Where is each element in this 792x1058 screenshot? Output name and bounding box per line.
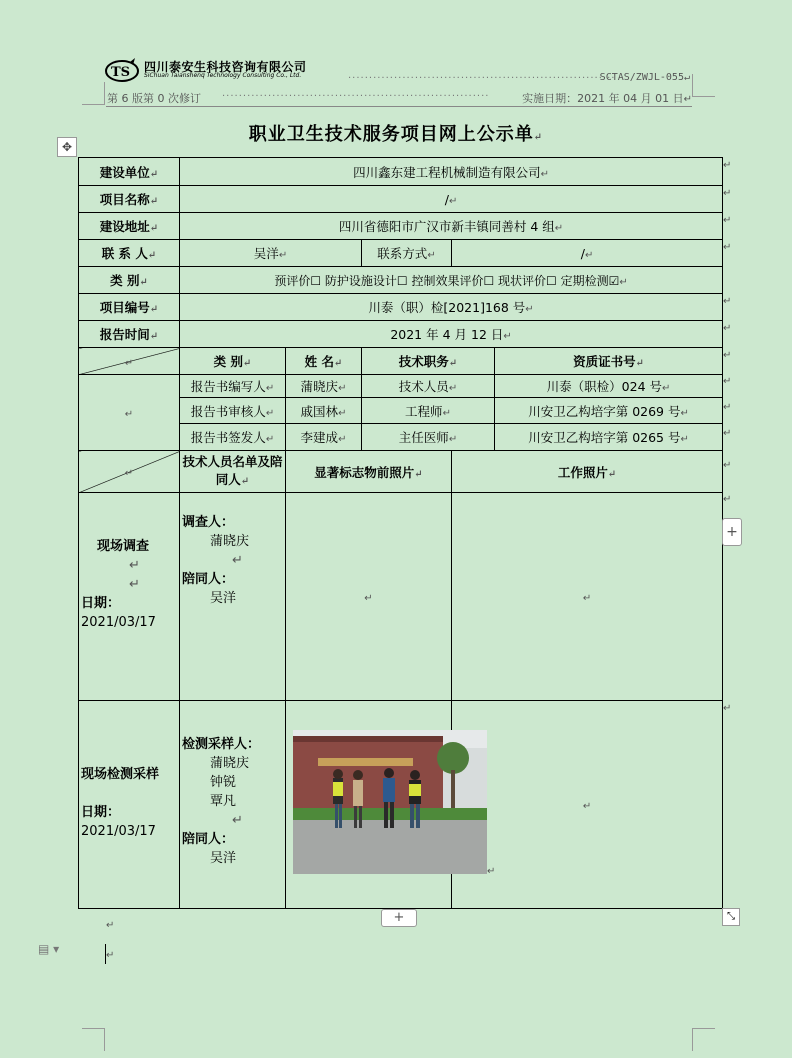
survey-landmark-photo[interactable]: ↵ (286, 493, 452, 701)
staff-header-row (79, 348, 723, 375)
row-end-mark: ↵ (723, 428, 732, 439)
row-end-mark: ↵ (723, 703, 732, 714)
staff-diagonal-cell: ↵ (79, 348, 180, 375)
table-resize-icon[interactable]: ⤡ (722, 908, 740, 926)
sampling-title: 现场检测采样 (81, 767, 160, 782)
row-unit (79, 158, 723, 186)
document-title: 职业卫生技术服务项目网上公示单↵ (248, 124, 544, 145)
photo-col-work: 工作照片↵ (452, 451, 723, 493)
margin-corner-tr (692, 74, 715, 97)
row-end-mark: ↵ (723, 242, 732, 253)
investigator-name: 蒲晓庆 (210, 534, 250, 549)
landmark-photo[interactable] (293, 730, 487, 874)
contact-value[interactable]: 吴洋↵ (180, 240, 362, 267)
paste-options-icon[interactable]: ▤ ▾ (38, 942, 60, 956)
row-end-mark: ↵ (723, 215, 732, 226)
unit-value[interactable]: 四川鑫东建工程机械制造有限公司↵ (180, 158, 723, 186)
row-end-mark: ↵ (723, 350, 732, 361)
row-end-mark: ↵ (723, 323, 732, 334)
staff-title: 主任医师↵ (362, 424, 495, 451)
staff-role: 报告书编写人↵ (180, 375, 286, 398)
row-end-mark: ↵ (723, 296, 732, 307)
company-logo (104, 56, 354, 84)
row-end-mark: ↵ (723, 460, 732, 471)
row-end-mark: ↵ (723, 494, 732, 505)
sampler-name: 钟锐 (210, 775, 237, 790)
insert-row-plus-icon[interactable]: + (722, 518, 742, 546)
survey-row (79, 493, 723, 701)
survey-date-label: 日期： (81, 596, 121, 611)
svg-text:TS: TS (111, 65, 131, 80)
header-rule (106, 106, 692, 107)
staff-cert: 川安卫乙构培字第 0265 号↵ (495, 424, 723, 451)
sampling-title-cell (79, 701, 180, 909)
sampler-name: 覃凡 (210, 794, 237, 809)
address-label: 建设地址↵ (79, 213, 180, 240)
project-no-value[interactable]: 川泰（职）检[2021]168 号↵ (180, 294, 723, 321)
staff-role: 报告书签发人↵ (180, 424, 286, 451)
version-label: 第 6 版第 0 次修订 (107, 92, 201, 105)
contact-label: 联 系 人↵ (79, 240, 180, 267)
document-code: SCTAS/ZWJL-055↵ (599, 72, 690, 83)
sampling-companion-label: 陪同人： (182, 832, 235, 847)
staff-cert: 川安卫乙构培字第 0269 号↵ (495, 398, 723, 424)
paragraph-mark: ↵ (106, 950, 115, 961)
contact-method-label: 联系方式↵ (362, 240, 452, 267)
project-name-value[interactable]: /↵ (180, 186, 723, 213)
survey-date: 2021/03/17 (81, 615, 156, 630)
row-project-no (79, 294, 723, 321)
table-row (79, 375, 723, 398)
add-row-plus-icon[interactable]: + (381, 909, 417, 927)
row-end-mark: ↵ (723, 188, 732, 199)
contact-method-value[interactable]: /↵ (452, 240, 723, 267)
address-value[interactable]: 四川省德阳市广汉市新丰镇同善村 4 组↵ (180, 213, 723, 240)
row-end-mark: ↵ (723, 376, 732, 387)
photo-col-staff: 技术人员名单及陪同人↵ (180, 451, 286, 493)
row-category (79, 267, 723, 294)
report-time-label: 报告时间↵ (79, 321, 180, 348)
photo-para-mark: ↵ (487, 866, 496, 877)
investigator-label: 调查人： (182, 515, 235, 530)
sampling-companion-name: 吴洋 (210, 851, 237, 866)
survey-title: 现场调查 (97, 539, 150, 554)
staff-name: 戚国林↵ (286, 398, 362, 424)
logo-icon (104, 56, 140, 84)
survey-title-cell: 现场调查 ↵ ↵ 日期： 2021/03/17 (79, 493, 180, 701)
project-no-label: 项目编号↵ (79, 294, 180, 321)
row-project-name (79, 186, 723, 213)
margin-corner-br (692, 1028, 715, 1051)
category-options[interactable]: 预评价☐ 防护设施设计☐ 控制效果评价☐ 现状评价☐ 定期检测☑↵ (180, 267, 723, 294)
sampling-date-label: 日期： (81, 805, 121, 820)
project-name-label: 项目名称↵ (79, 186, 180, 213)
photo-illustration (293, 730, 487, 874)
margin-corner-tl (82, 82, 105, 105)
sampling-work-photo[interactable]: ↵ (452, 701, 723, 909)
company-name-cn: 四川泰安生科技咨询有限公司 (144, 60, 307, 74)
row-end-mark: ↵ (723, 160, 732, 171)
survey-staff-cell: 调查人： 蒲晓庆 ↵ 陪同人： 吴洋 (180, 493, 286, 701)
unit-label: 建设单位↵ (79, 158, 180, 186)
row-end-mark: ↵ (723, 402, 732, 413)
survey-companion-label: 陪同人： (182, 572, 235, 587)
staff-cert: 川泰（职检）024 号↵ (495, 375, 723, 398)
staff-name: 李建成↵ (286, 424, 362, 451)
staff-col-title: 技术职务↵ (362, 348, 495, 375)
effective-date: 实施日期：2021 年 04 月 01 日↵ (522, 92, 692, 105)
category-label: 类 别↵ (79, 267, 180, 294)
sampling-date: 2021/03/17 (81, 824, 156, 839)
staff-col-cert: 资质证书号↵ (495, 348, 723, 375)
sampler-name: 蒲晓庆 (210, 756, 250, 771)
staff-col-category: 类 别↵ (180, 348, 286, 375)
photo-diagonal-cell: ↵ (79, 451, 180, 493)
dotted-leader: ································································ (348, 73, 616, 84)
row-address (79, 213, 723, 240)
dotted-leader-2: ································································ (222, 91, 490, 102)
survey-companion-name: 吴洋 (210, 591, 237, 606)
sampler-label: 检测采样人： (182, 737, 261, 752)
staff-col-name: 姓 名↵ (286, 348, 362, 375)
staff-title: 工程师↵ (362, 398, 495, 424)
staff-blank-cell: ↵ (79, 375, 180, 451)
row-contact (79, 240, 723, 267)
paragraph-mark: ↵ (106, 920, 115, 931)
row-report-time (79, 321, 723, 348)
photo-header-row (79, 451, 723, 493)
table-move-handle-icon[interactable]: ✥ (57, 137, 77, 157)
staff-title: 技术人员↵ (362, 375, 495, 398)
photo-col-landmark: 显著标志物前照片↵ (286, 451, 452, 493)
survey-work-photo[interactable]: ↵ (452, 493, 723, 701)
staff-role: 报告书审核人↵ (180, 398, 286, 424)
margin-corner-bl (82, 1028, 105, 1051)
company-name-en: SiChuan Taianshenq Technology Consulting Co., Ltd. (144, 72, 302, 79)
report-time-value[interactable]: 2021 年 4 月 12 日↵ (180, 321, 723, 348)
staff-name: 蒲晓庆↵ (286, 375, 362, 398)
sampling-staff-cell: 检测采样人： 蒲晓庆 钟锐 覃凡 ↵ 陪同人： 吴洋 (180, 701, 286, 909)
